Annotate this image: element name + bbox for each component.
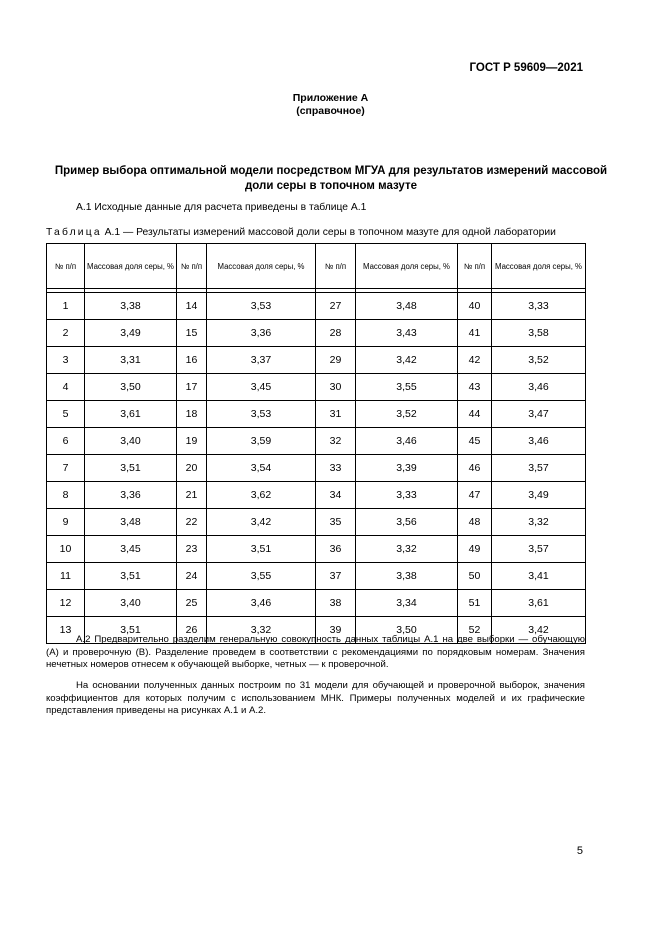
sulfur-value-cell: 3,46 [356, 428, 458, 455]
sulfur-value-cell: 3,42 [207, 509, 316, 536]
sulfur-value-cell: 3,52 [356, 401, 458, 428]
row-number-cell: 33 [316, 455, 356, 482]
sulfur-value-cell: 3,53 [207, 293, 316, 320]
row-number-cell: 15 [177, 320, 207, 347]
row-number-cell: 20 [177, 455, 207, 482]
row-number-cell: 27 [316, 293, 356, 320]
row-number-cell: 17 [177, 374, 207, 401]
sulfur-value-cell: 3,38 [85, 293, 177, 320]
row-number-cell: 43 [458, 374, 492, 401]
sulfur-value-cell: 3,36 [85, 482, 177, 509]
row-number-cell: 10 [47, 536, 85, 563]
row-number-cell: 34 [316, 482, 356, 509]
sulfur-value-cell: 3,51 [85, 617, 177, 644]
row-number-cell: 28 [316, 320, 356, 347]
sulfur-value-cell: 3,52 [492, 347, 586, 374]
sulfur-value-cell: 3,32 [356, 536, 458, 563]
table-row [47, 428, 586, 455]
table-caption-label: Таблица [46, 227, 102, 238]
sulfur-value-cell: 3,57 [492, 455, 586, 482]
sulfur-value-cell: 3,45 [207, 374, 316, 401]
paragraph-a3-text: На основании полученных данных построим по 31 модели для обучающей и проверочной выборок, значения коэффициентов для которых получим с использованием МНК. Примеры полученных моделей и их графические представления приведены на рисунках А.1 и А.2. [46, 680, 585, 717]
header-cell: № п/п [316, 244, 356, 289]
row-number-cell: 42 [458, 347, 492, 374]
sulfur-value-cell: 3,31 [85, 347, 177, 374]
paragraph-a3 [46, 680, 585, 718]
header-cell: Массовая доля серы, % [356, 244, 458, 289]
row-number-cell: 37 [316, 563, 356, 590]
sulfur-value-cell: 3,34 [356, 590, 458, 617]
row-number-cell: 47 [458, 482, 492, 509]
header-cell: № п/п [177, 244, 207, 289]
sulfur-value-cell: 3,32 [492, 509, 586, 536]
sulfur-value-cell: 3,62 [207, 482, 316, 509]
row-number-cell: 4 [47, 374, 85, 401]
row-number-cell: 18 [177, 401, 207, 428]
paragraph-a2-text: А.2 Предварительно разделим генеральную совокупность данных таблицы А.1 на две выборки — обучающую (А) и проверочную (В). Разделение проведем в соответствии с рекомендациями по порядковым номерам. Значения нечетных номеров отнесем к обучающей выборке, четных — к проверочной. [46, 634, 585, 671]
sulfur-value-cell: 3,46 [492, 428, 586, 455]
table-row [47, 590, 586, 617]
sulfur-value-cell: 3,50 [356, 617, 458, 644]
sulfur-value-cell: 3,39 [356, 455, 458, 482]
sulfur-value-cell: 3,48 [85, 509, 177, 536]
sulfur-value-cell: 3,46 [492, 374, 586, 401]
row-number-cell: 21 [177, 482, 207, 509]
row-number-cell: 25 [177, 590, 207, 617]
sulfur-value-cell: 3,59 [207, 428, 316, 455]
sulfur-value-cell: 3,43 [356, 320, 458, 347]
row-number-cell: 13 [47, 617, 85, 644]
header-cell: Массовая доля серы, % [207, 244, 316, 289]
table-row [47, 347, 586, 374]
annex-subtitle: (справочное) [296, 105, 365, 117]
paragraph-a1: А.1 Исходные данные для расчета приведены в таблице А.1 [76, 202, 367, 213]
table-row [47, 374, 586, 401]
row-number-cell: 23 [177, 536, 207, 563]
sulfur-value-cell: 3,54 [207, 455, 316, 482]
row-number-cell: 14 [177, 293, 207, 320]
sulfur-value-cell: 3,42 [492, 617, 586, 644]
sulfur-value-cell: 3,53 [207, 401, 316, 428]
row-number-cell: 35 [316, 509, 356, 536]
sulfur-value-cell: 3,51 [85, 563, 177, 590]
sulfur-value-cell: 3,42 [356, 347, 458, 374]
row-number-cell: 41 [458, 320, 492, 347]
sulfur-value-cell: 3,36 [207, 320, 316, 347]
row-number-cell: 29 [316, 347, 356, 374]
table-row [47, 509, 586, 536]
row-number-cell: 19 [177, 428, 207, 455]
sulfur-value-cell: 3,51 [207, 536, 316, 563]
sulfur-value-cell: 3,49 [492, 482, 586, 509]
table-row [47, 320, 586, 347]
sulfur-value-cell: 3,48 [356, 293, 458, 320]
sulfur-value-cell: 3,50 [85, 374, 177, 401]
row-number-cell: 3 [47, 347, 85, 374]
table-row [47, 401, 586, 428]
row-number-cell: 49 [458, 536, 492, 563]
sulfur-value-cell: 3,47 [492, 401, 586, 428]
sulfur-value-cell: 3,33 [492, 293, 586, 320]
table-row [47, 536, 586, 563]
row-number-cell: 6 [47, 428, 85, 455]
row-number-cell: 39 [316, 617, 356, 644]
row-number-cell: 36 [316, 536, 356, 563]
row-number-cell: 30 [316, 374, 356, 401]
table-caption-text: А.1 — Результаты измерений массовой доли серы в топочном мазуте для одной лаборатории [101, 227, 556, 238]
row-number-cell: 26 [177, 617, 207, 644]
header-cell: № п/п [458, 244, 492, 289]
standard-number: ГОСТ Р 59609—2021 [469, 62, 583, 74]
sulfur-value-cell: 3,61 [492, 590, 586, 617]
sulfur-value-cell: 3,56 [356, 509, 458, 536]
row-number-cell: 1 [47, 293, 85, 320]
row-number-cell: 16 [177, 347, 207, 374]
table-row [47, 563, 586, 590]
row-number-cell: 9 [47, 509, 85, 536]
annex-title: Приложение А [292, 92, 369, 104]
header-cell: Массовая доля серы, % [85, 244, 177, 289]
row-number-cell: 31 [316, 401, 356, 428]
sulfur-value-cell: 3,41 [492, 563, 586, 590]
results-table [46, 243, 586, 644]
row-number-cell: 8 [47, 482, 85, 509]
row-number-cell: 52 [458, 617, 492, 644]
row-number-cell: 32 [316, 428, 356, 455]
table-caption [46, 227, 556, 238]
sulfur-value-cell: 3,57 [492, 536, 586, 563]
sulfur-value-cell: 3,55 [356, 374, 458, 401]
table-row [47, 455, 586, 482]
sulfur-value-cell: 3,45 [85, 536, 177, 563]
row-number-cell: 51 [458, 590, 492, 617]
row-number-cell: 48 [458, 509, 492, 536]
row-number-cell: 22 [177, 509, 207, 536]
row-number-cell: 5 [47, 401, 85, 428]
paragraph-a2 [46, 634, 585, 672]
row-number-cell: 44 [458, 401, 492, 428]
sulfur-value-cell: 3,32 [207, 617, 316, 644]
row-number-cell: 2 [47, 320, 85, 347]
sulfur-value-cell: 3,51 [85, 455, 177, 482]
sulfur-value-cell: 3,40 [85, 590, 177, 617]
sulfur-value-cell: 3,55 [207, 563, 316, 590]
sulfur-value-cell: 3,49 [85, 320, 177, 347]
row-number-cell: 38 [316, 590, 356, 617]
header-cell: Массовая доля серы, % [492, 244, 586, 289]
row-number-cell: 7 [47, 455, 85, 482]
sulfur-value-cell: 3,33 [356, 482, 458, 509]
sulfur-value-cell: 3,37 [207, 347, 316, 374]
sulfur-value-cell: 3,46 [207, 590, 316, 617]
row-number-cell: 11 [47, 563, 85, 590]
row-number-cell: 12 [47, 590, 85, 617]
header-cell: № п/п [47, 244, 85, 289]
sulfur-value-cell: 3,40 [85, 428, 177, 455]
sulfur-value-cell: 3,58 [492, 320, 586, 347]
row-number-cell: 45 [458, 428, 492, 455]
sulfur-value-cell: 3,61 [85, 401, 177, 428]
sulfur-value-cell: 3,38 [356, 563, 458, 590]
row-number-cell: 24 [177, 563, 207, 590]
row-number-cell: 46 [458, 455, 492, 482]
table-row [47, 293, 586, 320]
row-number-cell: 40 [458, 293, 492, 320]
page-number: 5 [576, 845, 583, 857]
section-title: Пример выбора оптимальной модели посредством МГУА для результатов измерений массовой доли серы в топочном мазуте [54, 165, 608, 192]
row-number-cell: 50 [458, 563, 492, 590]
table-row [47, 482, 586, 509]
table-header-row [47, 244, 586, 289]
